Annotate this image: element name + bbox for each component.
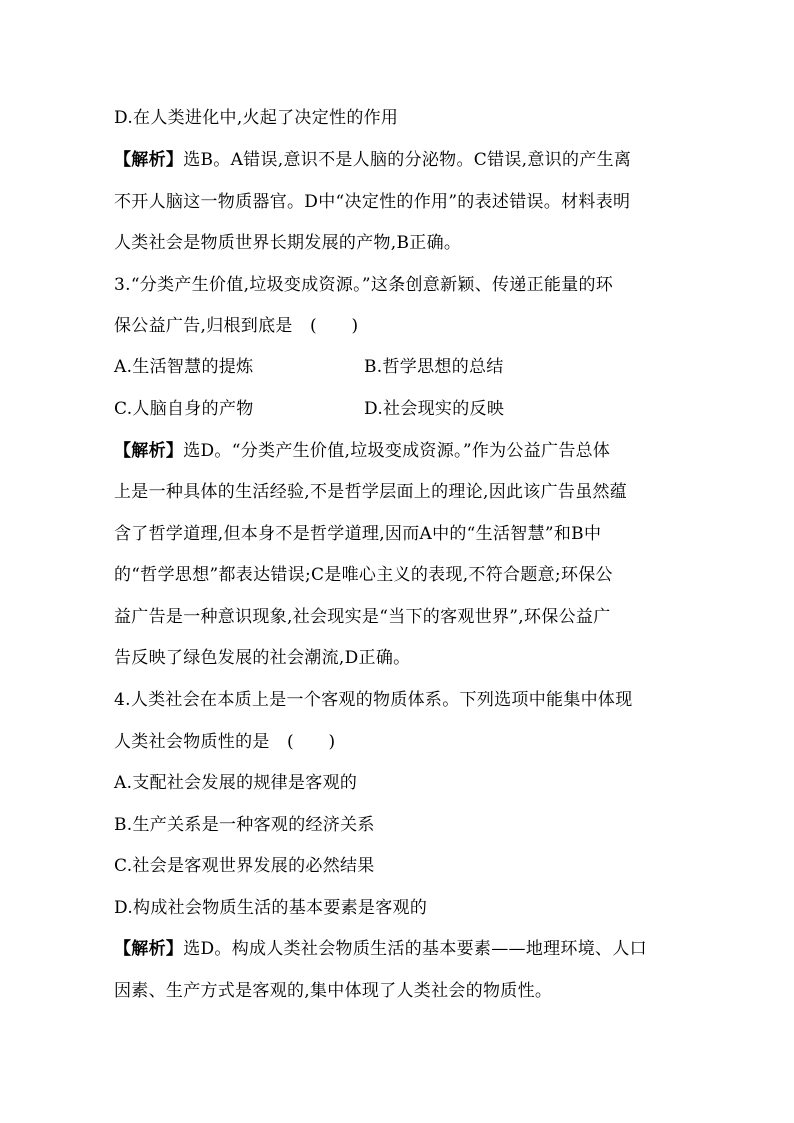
q4-option-d: D.构成社会物质生活的基本要素是客观的	[114, 898, 428, 918]
q4-option-c: C.社会是客观世界发展的必然结果	[114, 856, 375, 876]
answer-3-text: 选D。“分类产生价值,垃圾变成资源。”作为公益广告总体	[183, 441, 611, 461]
analysis-tag: 【解析】	[114, 939, 184, 959]
answer-3-line-5: 益广告是一种意识现象,社会现实是“当下的客观世界”,环保公益广	[114, 607, 611, 627]
answer-3-line-4: 的“哲学思想”都表达错误;C是唯心主义的表现,不符合题意;环保公	[114, 565, 613, 585]
answer-2-line-3: 人类社会是物质世界长期发展的产物,B正确。	[114, 233, 462, 253]
q4-option-b: B.生产关系是一种客观的经济关系	[114, 815, 375, 835]
answer-2-line-2: 不开人脑这一物质器官。D中“决定性的作用”的表述错误。材料表明	[114, 192, 631, 212]
answer-4-text: 选D。构成人类社会物质生活的基本要素——地理环境、人口	[183, 939, 647, 959]
answer-3-line-3: 含了哲学道理,但本身不是哲学道理,因而A中的“生活智慧”和B中	[114, 524, 602, 544]
q3-option-b: B.哲学思想的总结	[364, 357, 504, 377]
q3-option-d: D.社会现实的反映	[364, 399, 505, 419]
analysis-tag: 【解析】	[114, 150, 184, 170]
question-4-line-2: 人类社会物质性的是 ( )	[114, 732, 336, 752]
answer-3-line-1	[114, 436, 610, 466]
q4-option-a: A.支配社会发展的规律是客观的	[114, 773, 358, 793]
q3-option-a: A.生活智慧的提炼	[114, 357, 254, 377]
question-3-line-2: 保公益广告,归根到底是 ( )	[114, 316, 359, 336]
answer-3-line-2: 上是一种具体的生活经验,不是哲学层面上的理论,因此该广告虽然蕴	[114, 482, 628, 502]
question-4-line-1: 4.人类社会在本质上是一个客观的物质体系。下列选项中能集中体现	[114, 690, 633, 710]
question-3-line-1: 3.“分类产生价值,垃圾变成资源。”这条创意新颖、传递正能量的环	[114, 275, 614, 295]
answer-3-line-6: 告反映了绿色发展的社会潮流,D正确。	[114, 648, 411, 668]
answer-4-line-2: 因素、生产方式是客观的,集中体现了人类社会的物质性。	[114, 981, 553, 1001]
q2-option-d: D.在人类进化中,火起了决定性的作用	[114, 108, 399, 128]
answer-2-line-1	[114, 145, 631, 175]
answer-4-line-1	[114, 934, 647, 964]
analysis-tag: 【解析】	[114, 441, 184, 461]
answer-2-text: 选B。A错误,意识不是人脑的分泌物。C错误,意识的产生离	[183, 150, 632, 170]
q3-option-c: C.人脑自身的产物	[114, 399, 254, 419]
